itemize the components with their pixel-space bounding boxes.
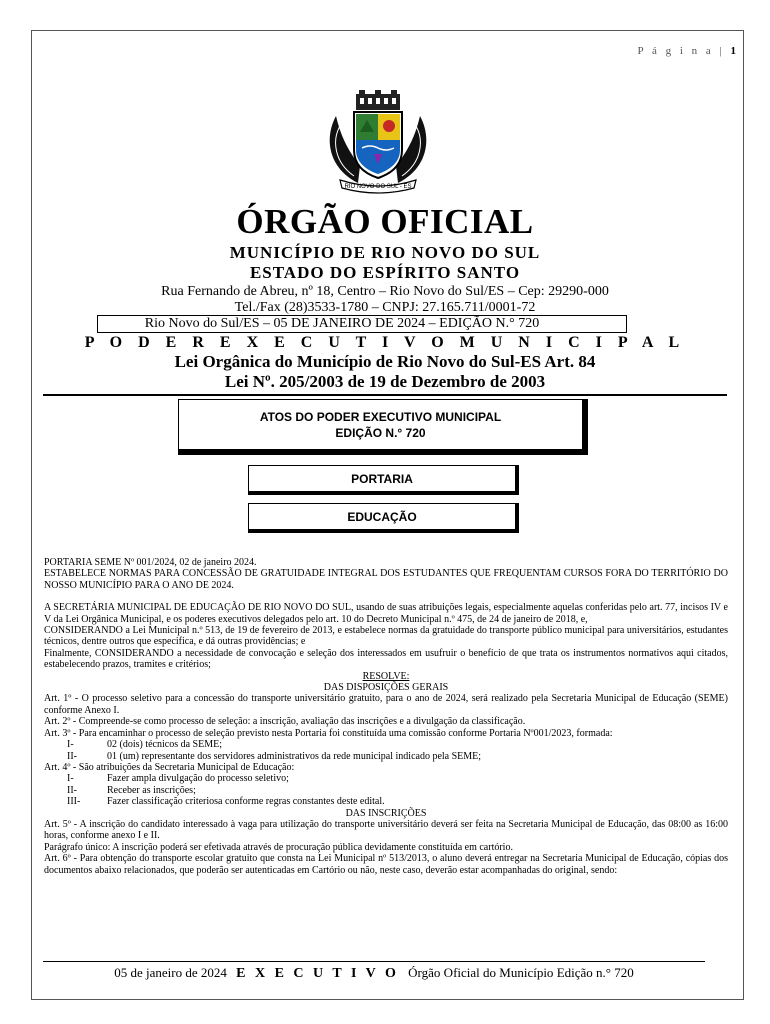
document-body — [44, 557, 728, 876]
header-divider — [43, 394, 727, 396]
edition-date-box: Rio Novo do Sul/ES – 05 DE JANEIRO DE 2024 – EDIÇÃO N.° 720 — [97, 315, 627, 333]
atos-box — [178, 399, 588, 455]
contact-info: Tel./Fax (28)3533-1780 – CNPJ: 27.165.711/0001-72 — [234, 300, 536, 315]
atos-line-2: EDIÇÃO N.° 720 — [335, 426, 426, 440]
footer-date: 05 de janeiro de 2024 — [114, 965, 227, 980]
lei-organica-heading: Lei Orgânica do Município de Rio Novo do Sul-ES Art. 84 — [174, 352, 596, 371]
page-number-value: 1 — [730, 45, 736, 57]
article-2: Art. 2º - Compreende-se como processo de seleção: a inscrição, avaliação das inscrições e a divulgação da classificação. — [44, 716, 526, 728]
paragraph-considerando-2: Finalmente, CONSIDERANDO a necessidade de convocação e seleção dos interessados em usufruir o benefício de que trata os instrumentos normativos aqui citados, estabelecendo prazos, tramites e critérios; — [44, 647, 728, 671]
page-footer — [43, 964, 705, 983]
address: Rua Fernando de Abreu, nº 18, Centro – Rio Novo do Sul/ES – Cep: 29290-000 — [161, 284, 609, 299]
article-6: Art. 6º - Para obtenção do transporte escolar gratuito que consta na Lei Municipal nº 513/2013, o aluno deverá entregar na Secretaria Municipal de Educação, cópias dos documentos abaixo relacionados, que poderão ser autenticadas em Cartório ou não, neste caso, deverão estar acompanhadas do original, sendo: — [44, 853, 728, 876]
portaria-number: PORTARIA SEME Nº 001/2024, 02 de janeiro 2024. — [44, 557, 257, 568]
footer-divider — [43, 961, 705, 962]
paragrafo-unico: Parágrafo único: A inscrição poderá ser efetivada através de procuração pública devidamente constituída em cartório. — [44, 841, 513, 853]
portaria-ementa: ESTABELECE NORMAS PARA CONCESSÃO DE GRATUIDADE INTEGRAL DOS ESTUDANTES QUE FREQUENTAM CURSOS FORA DO TERRITÓRIO DO NOSSO MUNICÍPIO PARA O ANO DE 2024. — [44, 568, 728, 591]
inscricoes-heading: DAS INSCRIÇÕES — [345, 807, 427, 819]
article-5: Art. 5º - A inscrição do candidato interessado à vaga para utilização do transporte universitário deverá ser feita na Secretaria Municipal de Educação, das 08:00 as 16:00 horas, conforme anexo I e II. — [44, 818, 728, 842]
educacao-box: EDUCAÇÃO — [248, 503, 519, 533]
footer-executivo: E X E C U T I V O — [236, 966, 399, 981]
article-3: Art. 3º - Para encaminhar o processo de seleção previsto nesta Portaria foi constituída uma comissão conforme Portaria Nº001/2023, formada: — [44, 727, 613, 739]
disposicoes-heading: DAS DISPOSIÇÕES GERAIS — [323, 682, 449, 694]
publication-title: ÓRGÃO OFICIAL — [236, 202, 534, 241]
paragraph-secretaria: A SECRETÁRIA MUNICIPAL DE EDUCAÇÃO DE RIO NOVO DO SUL, usando de suas atribuições legais, especialmente aquelas conferidas pelo art. 77, incisos IV e V da Lei Orgânica Municipal, e os poderes executivos delegados pelo art. 10 do Decreto Municipal n.º 475, de 24 de janeiro de 2018, e, — [44, 602, 728, 625]
article-1: Art. 1º - O processo seletivo para a concessão do transporte universitário gratuito, para o ano de 2024, será realizado pela Secretaria Municipal de Educação (SEME) conforme Anexo I. — [44, 693, 728, 716]
page-number — [638, 45, 736, 57]
list-item: II- 01 (um) representante dos servidores administrativos da rede municipal indicado pela SEME; — [67, 750, 482, 762]
poder-executivo-heading: P O D E R E X E C U T I V O M U N I C I P A L — [84, 334, 686, 351]
resolve-heading: RESOLVE: — [362, 670, 410, 682]
list-item: II- Receber as inscrições; — [67, 784, 196, 796]
lei-number-heading: Lei Nº. 205/2003 de 19 de Dezembro de 2003 — [224, 372, 546, 391]
estado-name: ESTADO DO ESPÍRITO SANTO — [249, 263, 521, 282]
paragraph-considerando-1: CONSIDERANDO a Lei Municipal n.º 513, de 19 de fevereiro de 2013, e estabelece normas da gratuidade do transporte público municipal para universitários, estudantes técnicos, dentre outros que especifica, e dá outras providências; e — [44, 625, 728, 648]
portaria-box: PORTARIA — [248, 465, 519, 495]
page-label: P á g i n a | — [637, 45, 725, 57]
coat-of-arms-ribbon-text: RIO NOVO DO SUL - ES — [344, 184, 412, 190]
list-item: III- Fazer classificação criteriosa conforme regras constantes deste edital. — [67, 796, 385, 808]
footer-orgao: Órgão Oficial do Município — [408, 965, 554, 980]
list-item: I- 02 (dois) técnicos da SEME; — [67, 739, 222, 751]
coat-of-arms-icon — [318, 88, 438, 196]
footer-edicao: Edição n.° 720 — [556, 965, 634, 980]
municipio-name: MUNICÍPIO DE RIO NOVO DO SUL — [229, 243, 541, 262]
atos-line-1: ATOS DO PODER EXECUTIVO MUNICIPAL — [259, 410, 502, 424]
list-item: I- Fazer ampla divulgação do processo seletivo; — [67, 773, 289, 785]
article-4: Art. 4º - São atribuições da Secretaria Municipal de Educação: — [44, 761, 295, 773]
